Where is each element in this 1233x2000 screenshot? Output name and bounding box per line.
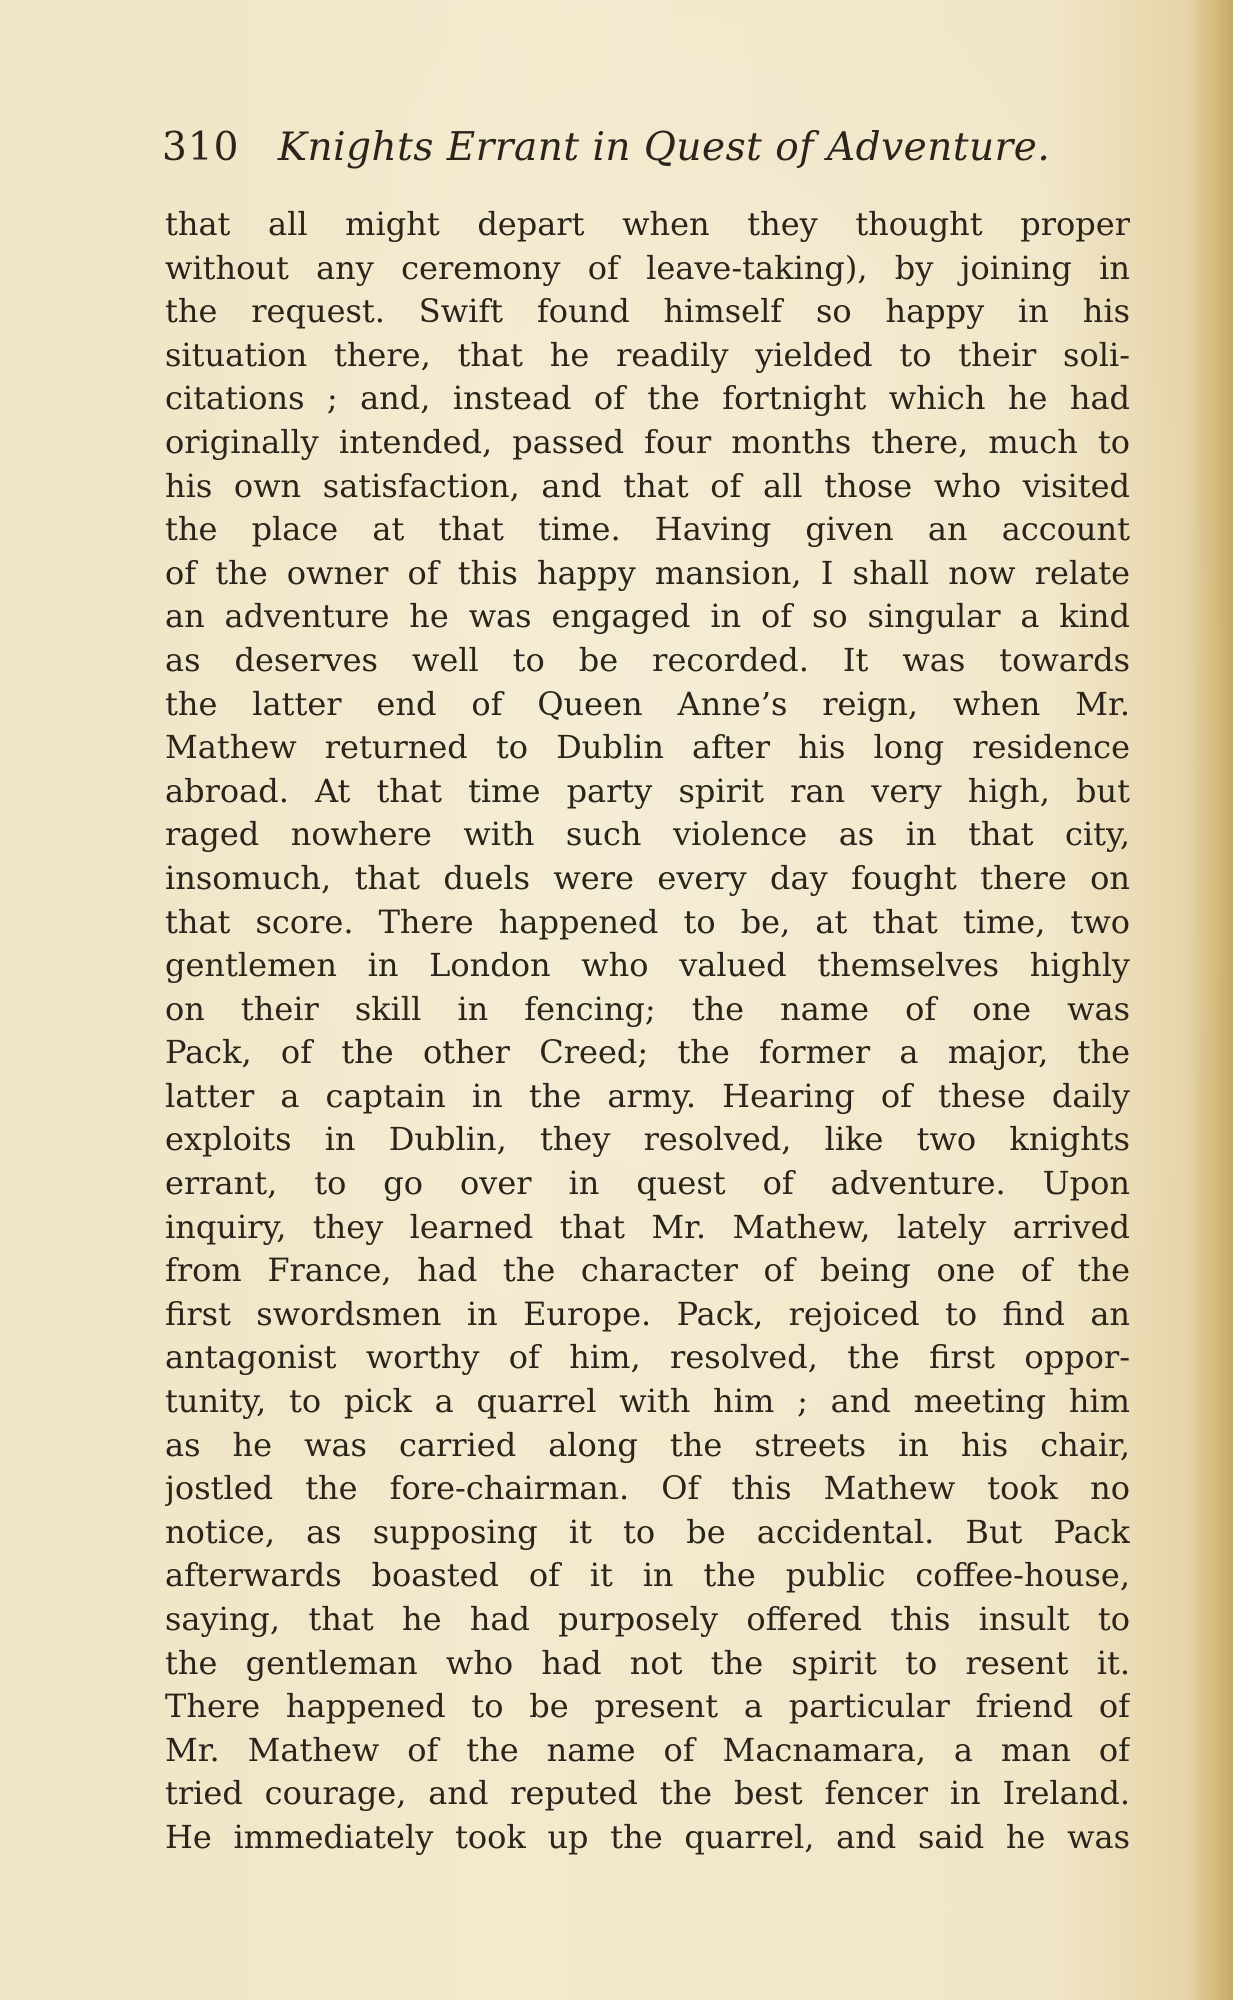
body-text	[165, 203, 1130, 1860]
text-line: that score. There happened to be, at that time, two	[165, 902, 1130, 941]
text-line: Mathew returned to Dublin after his long residence	[165, 728, 1130, 767]
text-line: without any ceremony of leave-taking), by joining in	[165, 248, 1130, 287]
text-line: notice, as supposing it to be accidental. But Pack	[165, 1512, 1130, 1551]
text-line: jostled the fore-chairman. Of this Mathew took no	[165, 1469, 1130, 1508]
text-line: exploits in Dublin, they resolved, like two knights	[165, 1120, 1130, 1159]
text-line: an adventure he was engaged in of so singular a kind	[165, 597, 1130, 636]
running-title: Knights Errant in Quest of Adventure.	[277, 125, 1051, 170]
text-line: There happened to be present a particular friend of	[165, 1687, 1130, 1726]
text-line: his own satisfaction, and that of all those who visited	[165, 466, 1130, 505]
text-line: latter a captain in the army. Hearing of these daily	[165, 1076, 1130, 1115]
text-line: raged nowhere with such violence as in that city,	[165, 815, 1130, 854]
text-line: situation there, that he readily yielded to their soli-	[165, 335, 1130, 374]
text-line: He immediately took up the quarrel, and said he was	[165, 1817, 1130, 1856]
text-line: saying, that he had purposely offered this insult to	[165, 1600, 1130, 1638]
page-number: 310	[162, 125, 240, 170]
text-line: citations ; and, instead of the fortnight which he had	[165, 379, 1130, 418]
text-line: from France, had the character of being one of the	[165, 1251, 1130, 1290]
text-line: Mr. Mathew of the name of Macnamara, a man of	[165, 1730, 1130, 1769]
text-line: gentlemen in London who valued themselves highly	[165, 946, 1130, 985]
page-edge-shadow	[1188, 0, 1233, 2000]
text-line: tried courage, and reputed the best fencer in Ireland.	[165, 1774, 1130, 1813]
text-line: originally intended, passed four months there, much to	[165, 422, 1130, 461]
text-line: tunity, to pick a quarrel with him ; and meeting him	[165, 1382, 1130, 1421]
text-line: insomuch, that duels were every day fought there on	[165, 858, 1130, 897]
text-line: the gentleman who had not the spirit to resent it.	[165, 1643, 1130, 1682]
text-line: of the owner of this happy mansion, I shall now relate	[165, 553, 1130, 592]
text-line: the request. Swift found himself so happy in his	[165, 292, 1130, 331]
text-line: that all might depart when they thought proper	[165, 205, 1130, 243]
text-line: as he was carried along the streets in his chair,	[165, 1425, 1130, 1464]
text-line: Pack, of the other Creed; the former a major, the	[165, 1033, 1130, 1072]
text-line: as deserves well to be recorded. It was towards	[165, 640, 1130, 679]
text-line: inquiry, they learned that Mr. Mathew, lately arrived	[165, 1207, 1130, 1246]
text-line: errant, to go over in quest of adventure. Upon	[165, 1164, 1130, 1203]
text-line: afterwards boasted of it in the public coffee-house,	[165, 1556, 1130, 1595]
text-line: abroad. At that time party spirit ran very high, but	[165, 771, 1130, 810]
running-header	[162, 118, 1062, 178]
text-line: antagonist worthy of him, resolved, the first oppor-	[165, 1338, 1130, 1377]
text-line: first swordsmen in Europe. Pack, rejoiced to find an	[165, 1294, 1130, 1333]
text-line: on their skill in fencing; the name of one was	[165, 989, 1130, 1028]
text-line: the latter end of Queen Anne’s reign, when Mr.	[165, 684, 1130, 723]
text-line: the place at that time. Having given an account	[165, 510, 1130, 549]
